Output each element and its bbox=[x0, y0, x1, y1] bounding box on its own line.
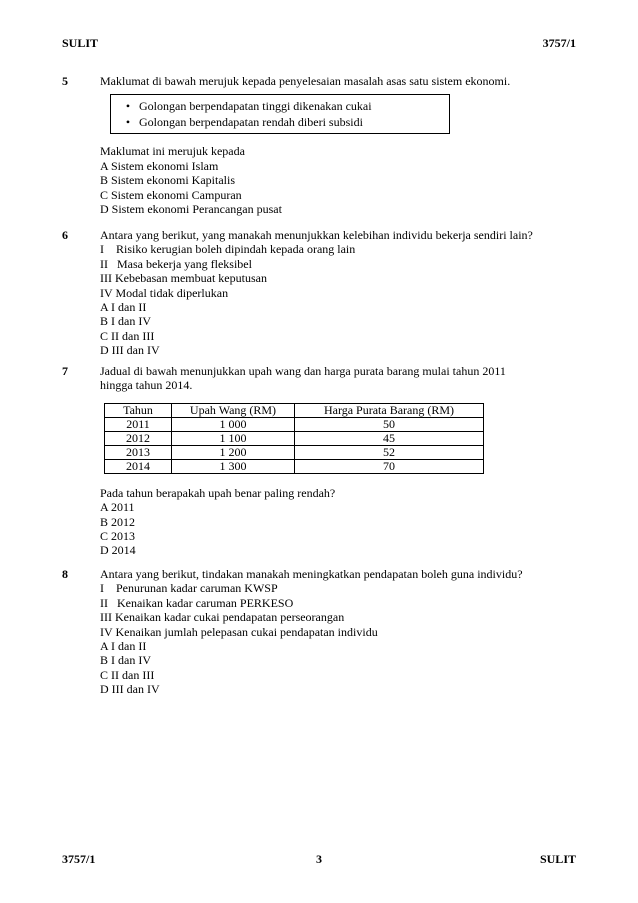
box-bullet-1: • Golongan berpendapatan tinggi dikenakan cukai bbox=[117, 98, 443, 114]
question-7 bbox=[62, 364, 582, 558]
col-header-wage: Upah Wang (RM) bbox=[172, 403, 295, 417]
header-left: SULIT bbox=[62, 36, 99, 50]
cell-year: 2011 bbox=[105, 417, 172, 431]
box-bullet-2: • Golongan berpendapatan rendah diberi subsidi bbox=[117, 114, 443, 130]
option-d: D Sistem ekonomi Perancangan pusat bbox=[100, 202, 282, 217]
item-ii: II Kenaikan kadar caruman PERKESO bbox=[100, 595, 294, 610]
question-number: 7 bbox=[62, 364, 68, 378]
question-stem-line-1: Jadual di bawah menunjukkan upah wang dan harga purata barang mulai tahun 2011 bbox=[100, 364, 506, 378]
item-iii: III Kenaikan kadar cukai pendapatan perseorangan bbox=[100, 610, 345, 625]
option-a: A I dan II bbox=[100, 639, 147, 654]
option-b: B 2012 bbox=[100, 514, 136, 529]
option-b: B I dan IV bbox=[100, 314, 151, 329]
question-number: 6 bbox=[62, 228, 68, 242]
cell-year: 2012 bbox=[105, 431, 172, 445]
option-b: B Sistem ekonomi Kapitalis bbox=[100, 173, 235, 188]
cell-wage: 1 300 bbox=[172, 459, 295, 473]
wage-price-table bbox=[104, 403, 484, 474]
table-row bbox=[105, 431, 484, 445]
cell-year: 2013 bbox=[105, 445, 172, 459]
cell-price: 45 bbox=[295, 431, 484, 445]
item-iii: III Kebebasan membuat keputusan bbox=[100, 271, 267, 286]
table-row bbox=[105, 417, 484, 431]
item-i: I Risiko kerugian boleh dipindah kepada orang lain bbox=[100, 242, 356, 257]
question-stem: Maklumat di bawah merujuk kepada penyelesaian masalah asas satu sistem ekonomi. bbox=[100, 74, 511, 88]
cell-wage: 1 100 bbox=[172, 431, 295, 445]
col-header-price: Harga Purata Barang (RM) bbox=[295, 403, 484, 417]
cell-price: 70 bbox=[295, 459, 484, 473]
option-b: B I dan IV bbox=[100, 653, 151, 668]
col-header-year: Tahun bbox=[105, 403, 172, 417]
question-6 bbox=[62, 228, 582, 358]
question-5 bbox=[62, 74, 582, 216]
option-a: A I dan II bbox=[100, 300, 147, 315]
footer-left: 3757/1 bbox=[62, 852, 96, 866]
question-stem-line-2: hingga tahun 2014. bbox=[100, 378, 193, 393]
question-number: 8 bbox=[62, 567, 68, 581]
option-c: C II dan III bbox=[100, 328, 155, 343]
table-row bbox=[105, 459, 484, 473]
item-ii: II Masa bekerja yang fleksibel bbox=[100, 256, 252, 271]
option-c: C 2013 bbox=[100, 529, 136, 544]
question-stem: Antara yang berikut, tindakan manakah meningkatkan pendapatan boleh guna individu? bbox=[100, 567, 523, 581]
option-c: C Sistem ekonomi Campuran bbox=[100, 187, 242, 202]
item-iv: IV Modal tidak diperlukan bbox=[100, 285, 229, 300]
table-row bbox=[105, 445, 484, 459]
info-box bbox=[110, 94, 450, 134]
cell-price: 50 bbox=[295, 417, 484, 431]
option-c: C II dan III bbox=[100, 667, 155, 682]
footer-right: SULIT bbox=[539, 852, 576, 866]
bullet-icon: • bbox=[125, 99, 131, 114]
header-right: 3757/1 bbox=[542, 36, 576, 50]
question-stem: Antara yang berikut, yang manakah menunjukkan kelebihan individu bekerja sendiri lain? bbox=[100, 228, 533, 242]
option-a: A 2011 bbox=[100, 500, 135, 515]
item-i: I Penurunan kadar caruman KWSP bbox=[100, 581, 278, 596]
cell-year: 2014 bbox=[105, 459, 172, 473]
question-prompt: Maklumat ini merujuk kepada bbox=[100, 144, 245, 159]
option-a: A Sistem ekonomi Islam bbox=[100, 158, 219, 173]
table-header-row bbox=[105, 403, 484, 417]
option-d: D III dan IV bbox=[100, 343, 160, 358]
item-iv: IV Kenaikan jumlah pelepasan cukai pendapatan individu bbox=[100, 624, 378, 639]
cell-price: 52 bbox=[295, 445, 484, 459]
cell-wage: 1 000 bbox=[172, 417, 295, 431]
bullet-icon: • bbox=[125, 115, 131, 130]
question-8 bbox=[62, 567, 582, 697]
option-d: D III dan IV bbox=[100, 682, 160, 697]
page-number: 3 bbox=[316, 852, 322, 866]
option-d: D 2014 bbox=[100, 543, 136, 558]
question-prompt: Pada tahun berapakah upah benar paling rendah? bbox=[100, 485, 336, 500]
question-number: 5 bbox=[62, 74, 68, 88]
cell-wage: 1 200 bbox=[172, 445, 295, 459]
